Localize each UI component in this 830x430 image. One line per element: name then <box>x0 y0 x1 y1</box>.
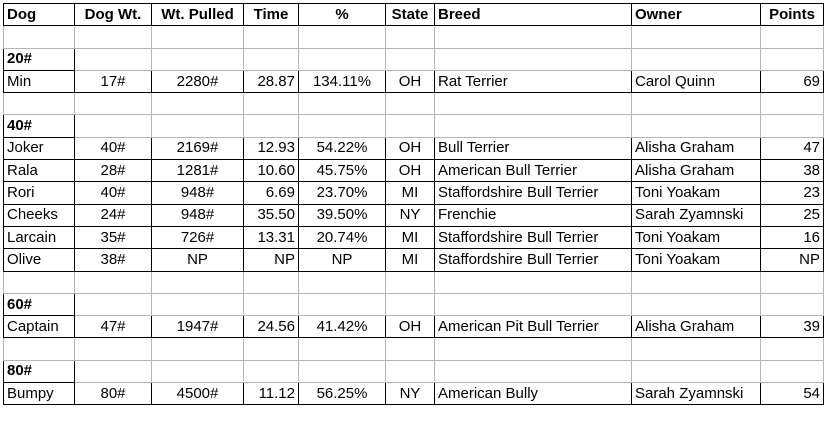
empty-cell <box>244 271 299 293</box>
empty-cell <box>244 48 299 70</box>
owner-cell: Toni Yoakam <box>632 226 761 248</box>
breed-cell: Staffordshire Bull Terrier <box>435 249 632 271</box>
empty-cell <box>244 360 299 382</box>
breed-cell: Rat Terrier <box>435 70 632 92</box>
state-cell: MI <box>386 249 435 271</box>
percent-cell: 23.70% <box>299 182 386 204</box>
empty-cell <box>632 293 761 315</box>
state-cell: OH <box>386 160 435 182</box>
state-cell: MI <box>386 182 435 204</box>
empty-cell <box>152 271 244 293</box>
table-row <box>4 249 824 271</box>
empty-cell <box>75 115 152 137</box>
empty-cell <box>152 115 244 137</box>
table-row <box>4 160 824 182</box>
percent-cell: NP <box>299 249 386 271</box>
time-cell: 13.31 <box>244 226 299 248</box>
weight-pulled-cell: NP <box>152 249 244 271</box>
empty-cell <box>761 360 824 382</box>
empty-cell <box>152 360 244 382</box>
weight-pulled-cell: 1947# <box>152 316 244 338</box>
empty-cell <box>632 360 761 382</box>
table-row <box>4 70 824 92</box>
empty-cell <box>435 115 632 137</box>
time-cell: 10.60 <box>244 160 299 182</box>
breed-cell: American Bull Terrier <box>435 160 632 182</box>
col-header-owner: Owner <box>632 4 761 26</box>
empty-cell <box>244 26 299 48</box>
empty-cell <box>632 271 761 293</box>
empty-cell <box>75 93 152 115</box>
table-row <box>4 383 824 405</box>
empty-cell <box>4 338 75 360</box>
empty-cell <box>435 26 632 48</box>
weight-class-row <box>4 115 824 137</box>
points-cell: 39 <box>761 316 824 338</box>
empty-cell <box>244 93 299 115</box>
empty-cell <box>435 271 632 293</box>
state-cell: OH <box>386 316 435 338</box>
percent-cell: 41.42% <box>299 316 386 338</box>
weight-pulled-cell: 948# <box>152 182 244 204</box>
dog-cell: Rala <box>4 160 75 182</box>
owner-cell: Alisha Graham <box>632 316 761 338</box>
spacer-row <box>4 26 824 48</box>
dog-cell: Joker <box>4 137 75 159</box>
empty-cell <box>435 93 632 115</box>
empty-cell <box>761 338 824 360</box>
empty-cell <box>632 338 761 360</box>
empty-cell <box>75 271 152 293</box>
col-header-dog: Dog <box>4 4 75 26</box>
empty-cell <box>386 360 435 382</box>
empty-cell <box>75 48 152 70</box>
empty-cell <box>152 26 244 48</box>
dog-cell: Rori <box>4 182 75 204</box>
weight-pulled-cell: 948# <box>152 204 244 226</box>
points-cell: 69 <box>761 70 824 92</box>
empty-cell <box>386 271 435 293</box>
empty-cell <box>244 293 299 315</box>
table-row <box>4 226 824 248</box>
dog-cell: Olive <box>4 249 75 271</box>
state-cell: OH <box>386 137 435 159</box>
weight-class-row <box>4 293 824 315</box>
dog-cell: Min <box>4 70 75 92</box>
percent-cell: 20.74% <box>299 226 386 248</box>
table-body <box>4 26 824 405</box>
owner-cell: Carol Quinn <box>632 70 761 92</box>
time-cell: 24.56 <box>244 316 299 338</box>
empty-cell <box>435 293 632 315</box>
empty-cell <box>75 338 152 360</box>
weight-class-label: 80# <box>4 360 75 382</box>
breed-cell: Staffordshire Bull Terrier <box>435 226 632 248</box>
empty-cell <box>386 115 435 137</box>
state-cell: NY <box>386 383 435 405</box>
breed-cell: Staffordshire Bull Terrier <box>435 182 632 204</box>
state-cell: NY <box>386 204 435 226</box>
weight-class-row <box>4 360 824 382</box>
empty-cell <box>386 48 435 70</box>
dog-weight-cell: 35# <box>75 226 152 248</box>
empty-cell <box>299 338 386 360</box>
col-header-percent: % <box>299 4 386 26</box>
weight-class-label: 40# <box>4 115 75 137</box>
empty-cell <box>761 26 824 48</box>
empty-cell <box>386 338 435 360</box>
table-row <box>4 316 824 338</box>
state-cell: MI <box>386 226 435 248</box>
percent-cell: 54.22% <box>299 137 386 159</box>
time-cell: NP <box>244 249 299 271</box>
dog-cell: Larcain <box>4 226 75 248</box>
col-header-breed: Breed <box>435 4 632 26</box>
dog-cell: Cheeks <box>4 204 75 226</box>
weight-class-label: 20# <box>4 48 75 70</box>
points-cell: NP <box>761 249 824 271</box>
col-header-points: Points <box>761 4 824 26</box>
empty-cell <box>299 48 386 70</box>
weight-class-row <box>4 48 824 70</box>
dog-cell: Bumpy <box>4 383 75 405</box>
col-header-weight-pulled: Wt. Pulled <box>152 4 244 26</box>
owner-cell: Alisha Graham <box>632 137 761 159</box>
empty-cell <box>632 48 761 70</box>
empty-cell <box>761 271 824 293</box>
empty-cell <box>299 360 386 382</box>
percent-cell: 45.75% <box>299 160 386 182</box>
empty-cell <box>632 26 761 48</box>
time-cell: 12.93 <box>244 137 299 159</box>
col-header-dog-weight: Dog Wt. <box>75 4 152 26</box>
empty-cell <box>761 115 824 137</box>
dog-weight-cell: 40# <box>75 137 152 159</box>
dog-weight-cell: 17# <box>75 70 152 92</box>
col-header-state: State <box>386 4 435 26</box>
points-cell: 38 <box>761 160 824 182</box>
points-cell: 54 <box>761 383 824 405</box>
weight-pulled-cell: 1281# <box>152 160 244 182</box>
empty-cell <box>244 338 299 360</box>
empty-cell <box>299 115 386 137</box>
dog-weight-cell: 47# <box>75 316 152 338</box>
percent-cell: 134.11% <box>299 70 386 92</box>
weight-pulled-cell: 2169# <box>152 137 244 159</box>
points-cell: 23 <box>761 182 824 204</box>
breed-cell: American Pit Bull Terrier <box>435 316 632 338</box>
breed-cell: American Bully <box>435 383 632 405</box>
empty-cell <box>244 115 299 137</box>
dog-weight-cell: 40# <box>75 182 152 204</box>
empty-cell <box>75 26 152 48</box>
empty-cell <box>761 93 824 115</box>
empty-cell <box>152 338 244 360</box>
points-cell: 25 <box>761 204 824 226</box>
header-row <box>4 4 824 26</box>
dog-weight-cell: 24# <box>75 204 152 226</box>
empty-cell <box>4 93 75 115</box>
empty-cell <box>152 293 244 315</box>
empty-cell <box>152 48 244 70</box>
dog-weight-cell: 28# <box>75 160 152 182</box>
time-cell: 6.69 <box>244 182 299 204</box>
time-cell: 28.87 <box>244 70 299 92</box>
owner-cell: Toni Yoakam <box>632 249 761 271</box>
empty-cell <box>4 26 75 48</box>
weight-class-label: 60# <box>4 293 75 315</box>
empty-cell <box>386 93 435 115</box>
empty-cell <box>761 293 824 315</box>
state-cell: OH <box>386 70 435 92</box>
empty-cell <box>386 26 435 48</box>
time-cell: 35.50 <box>244 204 299 226</box>
empty-cell <box>435 48 632 70</box>
col-header-time: Time <box>244 4 299 26</box>
empty-cell <box>761 48 824 70</box>
points-cell: 16 <box>761 226 824 248</box>
spacer-row <box>4 93 824 115</box>
empty-cell <box>299 26 386 48</box>
weight-pulled-cell: 4500# <box>152 383 244 405</box>
results-sheet <box>3 3 824 405</box>
empty-cell <box>75 360 152 382</box>
owner-cell: Sarah Zyamnski <box>632 204 761 226</box>
weight-pulled-cell: 726# <box>152 226 244 248</box>
table-row <box>4 137 824 159</box>
owner-cell: Alisha Graham <box>632 160 761 182</box>
empty-cell <box>632 115 761 137</box>
results-table <box>3 3 824 405</box>
empty-cell <box>299 293 386 315</box>
empty-cell <box>386 293 435 315</box>
owner-cell: Toni Yoakam <box>632 182 761 204</box>
dog-weight-cell: 38# <box>75 249 152 271</box>
time-cell: 11.12 <box>244 383 299 405</box>
dog-cell: Captain <box>4 316 75 338</box>
empty-cell <box>152 93 244 115</box>
empty-cell <box>632 93 761 115</box>
owner-cell: Sarah Zyamnski <box>632 383 761 405</box>
empty-cell <box>435 338 632 360</box>
empty-cell <box>435 360 632 382</box>
percent-cell: 39.50% <box>299 204 386 226</box>
breed-cell: Frenchie <box>435 204 632 226</box>
points-cell: 47 <box>761 137 824 159</box>
empty-cell <box>4 271 75 293</box>
spacer-row <box>4 271 824 293</box>
spacer-row <box>4 338 824 360</box>
table-row <box>4 182 824 204</box>
weight-pulled-cell: 2280# <box>152 70 244 92</box>
percent-cell: 56.25% <box>299 383 386 405</box>
empty-cell <box>299 271 386 293</box>
table-row <box>4 204 824 226</box>
dog-weight-cell: 80# <box>75 383 152 405</box>
empty-cell <box>75 293 152 315</box>
empty-cell <box>299 93 386 115</box>
breed-cell: Bull Terrier <box>435 137 632 159</box>
